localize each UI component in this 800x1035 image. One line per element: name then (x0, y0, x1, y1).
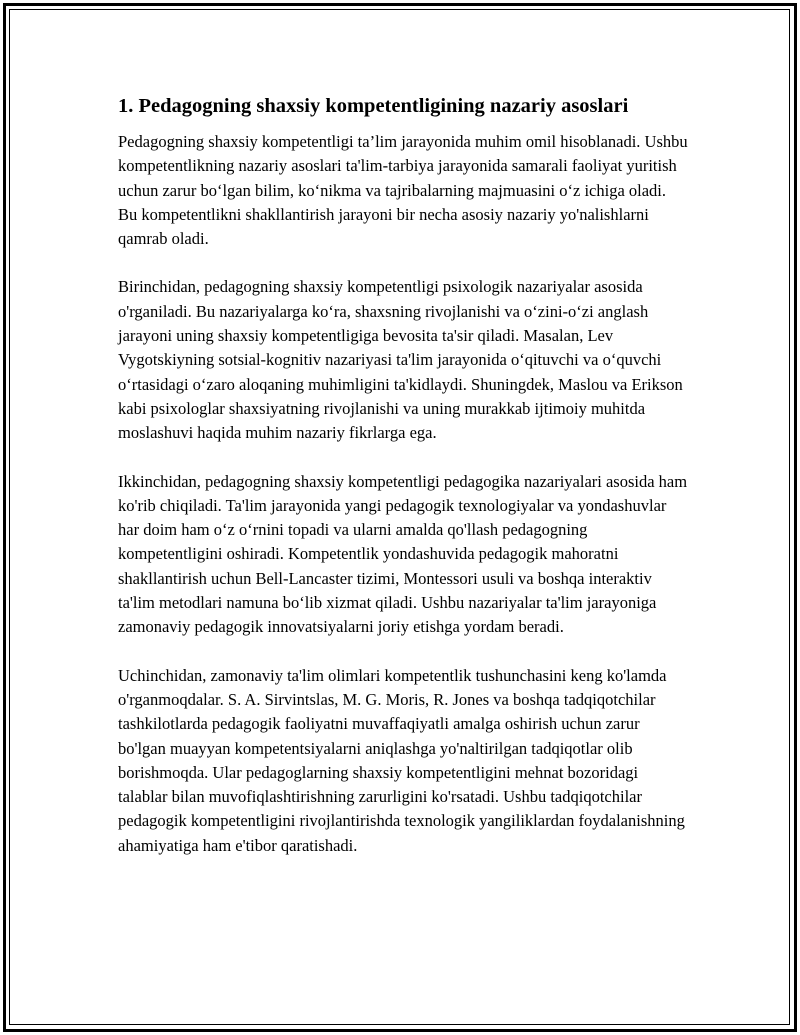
paragraph-second: Ikkinchidan, pedagogning shaxsiy kompetentligi pedagogika nazariyalari asosida ham ko'rib chiqiladi. Ta'lim jarayonida yangi pedagogik texnologiyalar va yondashuvlar har doim ham o‘z o‘rnini topadi va ularni amalda qo'llash pedagogning kompetentligini oshiradi. Kompetentlik yondashuvida pedagogik mahoratni shakllantirish uchun Bell-Lancaster tizimi, Montessori usuli va boshqa interaktiv ta'lim metodlari namuna bo‘lib xizmat qiladi. Ushbu nazariyalar ta'lim jarayoniga zamonaviy pedagogik innovatsiyalarni joriy etishga yordam beradi. (118, 471, 688, 637)
paragraph-third: Uchinchidan, zamonaviy ta'lim olimlari kompetentlik tushunchasini keng ko'lamda o'rganmoqdalar. S. A. Sirvintslas, M. G. Moris, R. Jones va boshqa tadqiqotchilar tashkilotlarda pedagogik faoliyatni muvaffaqiyatli amalga oshirish uchun zarur bo'lgan muayyan kompetentsiyalarni aniqlashga yo'naltirilgan tadqiqotlar olib borishmoqda. Ular pedagoglarning shaxsiy kompetentligini mehnat bozoridagi talablar bilan muvofiqlashtirishning zarurligini ko'rsatadi. Ushbu tadqiqotchilar pedagogik kompetentligini rivojlantirishda texnologik yangiliklardan foydalanishning ahamiyatiga ham e'tibor qaratishadi. (118, 665, 685, 855)
document-body (118, 92, 688, 882)
section-heading: 1. Pedagogning shaxsiy kompetentligining nazariy asoslari (118, 95, 629, 117)
paragraph-intro: Pedagogning shaxsiy kompetentligi ta’lim jarayonida muhim omil hisoblanadi. Ushbu kompetentlikning nazariy asoslari ta'lim-tarbiya jarayonida samarali faoliyat yuritish uchun zarur bo‘lgan bilim, ko‘nikma va tajribalarning majmuasini o‘z ichiga oladi. Bu kompetentlikni shakllantirish jarayoni bir necha asosiy nazariy yo'nalishlarni qamrab oladi. (118, 132, 688, 249)
paragraph-first: Birinchidan, pedagogning shaxsiy kompetentligi psixologik nazariyalar asosida o'rganiladi. Bu nazariyalarga ko‘ra, shaxsning rivojlanishi va o‘zini-o‘zi anglash jarayoni uning shaxsiy kompetentligiga bevosita ta'sir qiladi. Masalan, Lev Vygotskiyning sotsial-kognitiv nazariyasi ta'lim jarayonida o‘qituvchi va o‘quvchi o‘rtasidagi o‘zaro aloqaning muhimligini ta'kidlaydi. Shuningdek, Maslou va Erikson kabi psixologlar shaxsiyatning rivojlanishi va uning murakkab ijtimoiy muhitda moslashuvi haqida muhim nazariy fikrlarga ega. (118, 277, 683, 443)
